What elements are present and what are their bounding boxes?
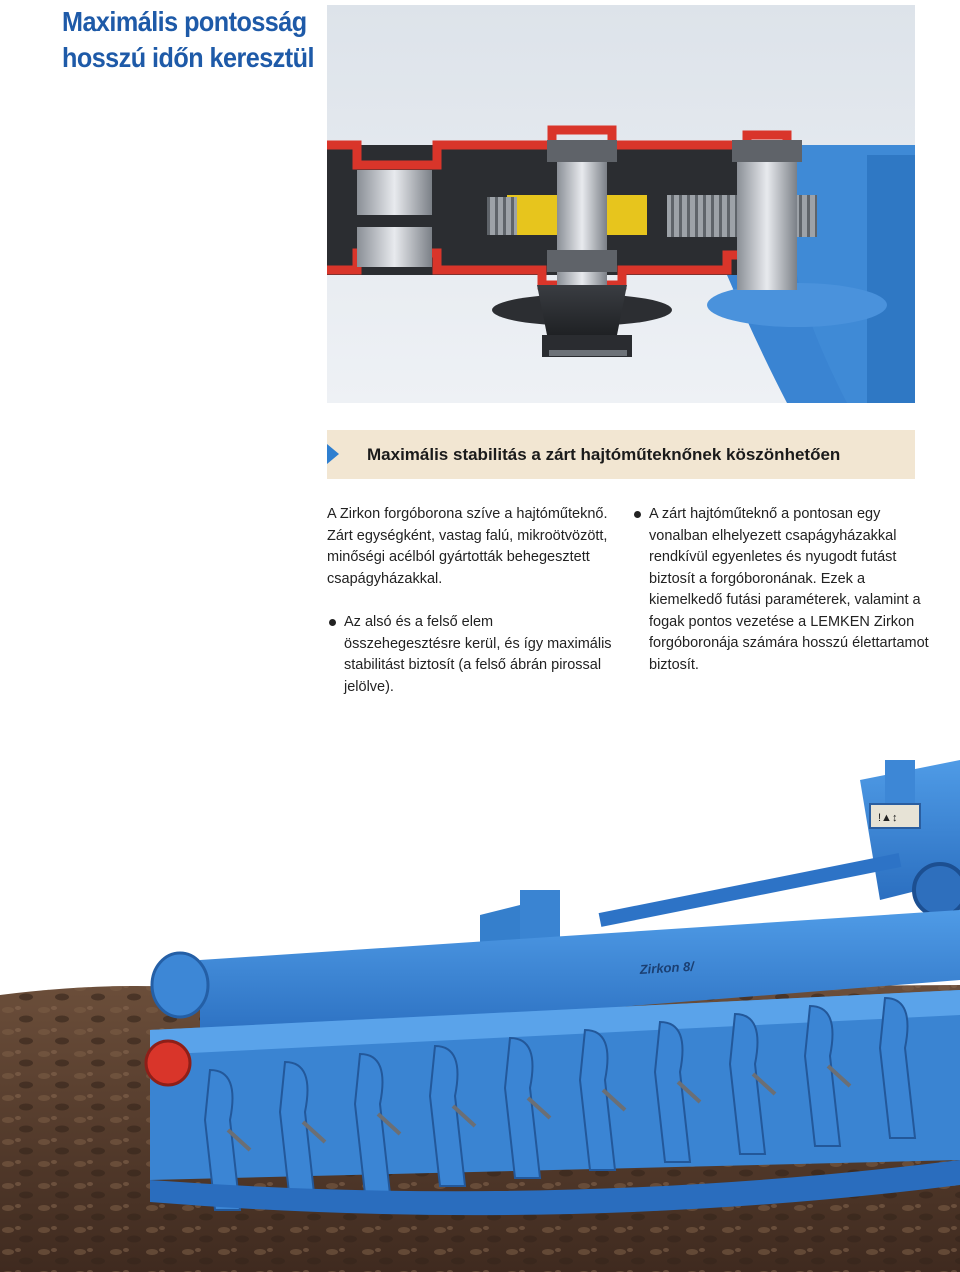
bullet-icon <box>634 511 641 518</box>
list-item <box>327 612 612 698</box>
right-bullet-list <box>632 504 932 676</box>
page-title-line-1: Maximális pontosság <box>62 6 307 37</box>
left-bullet-list <box>327 612 612 698</box>
section-banner <box>327 430 915 479</box>
svg-text:!▲↕: !▲↕ <box>878 812 898 824</box>
page-title-line-2: hosszú időn keresztül <box>62 42 314 73</box>
intro-paragraph: A Zirkon forgóborona szíve a hajtóműteknő. Zárt egységként, vastag falú, mikroötvözött, minőségi acélból gyártották behegesztett csapágyházakkal. <box>327 506 608 587</box>
page-title <box>62 4 332 76</box>
gearbox-cutaway-photo <box>327 5 915 403</box>
list-item <box>632 504 932 676</box>
right-text-column <box>632 504 932 676</box>
left-text-column <box>327 504 612 698</box>
list-item-text: Az alsó és a felső elem összehegesztésre kerül, és így maximális stabilitást biztosít (a felső ábrán pirossal jelölve). <box>344 614 612 695</box>
list-item-text: A zárt hajtóműteknő a pontosan egy vonalban elhelyezett csapágyházakkal rendkívül egyenletes és nyugodt futást biztosít a forgóboronának. Ezek a kiemelkedő futási paraméterek, valamint a fogak pontos vezetése a LEMKEN Zirkon forgóboronája számára hosszú élettartamot biztosít. <box>649 506 929 673</box>
arrow-right-icon <box>327 444 339 464</box>
machine-model-label: Zirkon 8/ <box>639 958 695 977</box>
rotary-harrow-photo <box>0 740 960 1272</box>
bullet-icon <box>329 619 336 626</box>
banner-heading: Maximális stabilitás a zárt hajtóműteknőnek köszönhetően <box>367 445 841 464</box>
